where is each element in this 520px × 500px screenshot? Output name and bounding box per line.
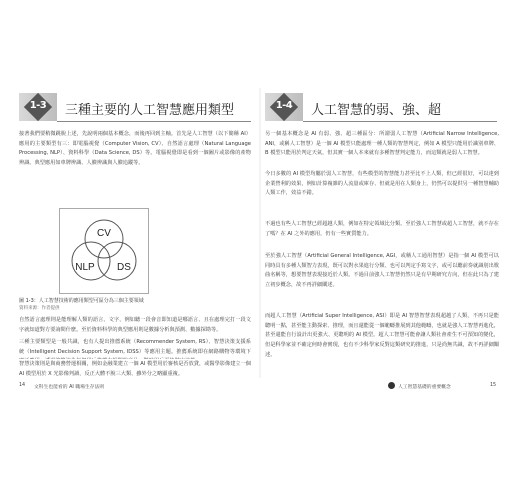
- figure-source: 資料來源：作者提供: [19, 306, 60, 311]
- heading-rule: [303, 121, 497, 122]
- paragraph: 而超人工智慧（Artificial Super Intelligence, ASI）即是 AI 智慧智慧表現超越了人類，不再只是能聰明一點，甚至能主動探索、推理，而且還能從一個範疇推展到其他範疇，也就是強人工智慧再進化，甚至還能自行設計出更強大、更聰明的 AI 模型。超人工智慧可能會讓人類社會產生不可預知的變化，但是科學家並不確定何時會實現，也有不少科學家反對這類研究的推進，只是尚無共識，故不再詳細闡述。: [265, 313, 499, 358]
- paragraph: 至於強人工智慧（Artificial General Intelligence, AGI，或稱人工通用智慧）是指一個 AI 模型可以同時具有多種人類智力表現，既可以對水果進行分類、也可以判定手寫文字，或可以聽前奏就識別出歌曲名稱等，想要智慧表現接近於人類。不過目前強人工智慧仍然只是有早期研究方向，但在此只為了建立初步概念，故不再詳細闡述。: [265, 253, 499, 289]
- page-number-right: 15: [490, 383, 497, 388]
- ds-circle: [98, 242, 136, 280]
- heading-rule: [57, 121, 251, 122]
- paragraph: 智慧決策則是與商務營運相關，例如金融業建立一個 AI 模型用於審核是否放貸，或醫學影像建立一個 AI 模型用於 X 光影像判讀，反正大體不脫三大類、雖外分之略顯重複。: [19, 361, 251, 377]
- section-number-badge: [265, 93, 303, 121]
- paragraph: 今日多數的 AI 模型均屬於弱人工智慧，有些模型的智慧能力甚至比不上人類，但已經很好，可以達到企業營利的效果，例如計算複雜的人流量或庫存、但就是用在人類身上，仍然可以提供另一種智慧輔助人類工作，效益不錯。: [265, 171, 499, 197]
- cv-circle: [85, 220, 123, 258]
- section-number: 1-3: [29, 100, 47, 111]
- paragraph: 自然語言處理則是能理解人類的語言、文字，例如聽一段會音即知道是哪語言、且在處理完打一段文字就知道對方要詢問什麼。至於資料科學的典型應用則是數據分析與預測、數據探勘等。: [19, 317, 251, 333]
- section-heading: [265, 93, 497, 123]
- section-title: 人工智慧的弱、強、超: [311, 103, 442, 118]
- paragraph: 不過也有些人工智慧已經超越人類，例如在特定領域比分類。至於強人工智慧或超人工智慧，就不存在了嗎？在 AI 之外的應用，仍有一些實質能力。: [265, 221, 499, 237]
- section-number-badge: [19, 93, 57, 121]
- chapter-icon: [388, 382, 395, 389]
- page-gutter: [259, 88, 261, 378]
- cv-label: CV: [97, 228, 111, 239]
- ds-label: DS: [117, 262, 131, 273]
- paragraph: 三種主要類型是一般共識，也有人提出推薦系統（Recommender System, RS）、智慧決策支援系統（Intelligent Decision Support System, IDSS）等應用主題。推薦系統即在網路購物等環境下: [19, 339, 251, 355]
- section-number: 1-4: [275, 100, 293, 111]
- nlp-label: NLP: [75, 262, 95, 273]
- venn-diagram: [60, 209, 148, 293]
- section-title: 三種主要的人工智慧應用類型: [65, 103, 235, 118]
- paragraph: 另一個基本概念是 AI 有弱、強、超三種區分：所謂弱人工智慧（Artificial Narrow Intelligence, ANI，或稱人工智慧）是一個 AI 模型只能處理一種人類的智慧判定，例如 A 模型只能用於識別車牌、B 模型只能用於判定天氣，但其實一個人本來就有多種智慧判定能力，而這類就是弱人工智慧。: [265, 131, 499, 157]
- left-page: [19, 88, 255, 378]
- venn-diagram-figure: [59, 208, 149, 294]
- figure-caption: 圖 1-3：人工智慧技術的應用類型可區分為三個主要領域: [19, 298, 144, 304]
- page-number-left: 14: [19, 383, 26, 388]
- running-footer-left: 文科生也能看的 AI 職場生存法則: [34, 385, 105, 390]
- right-page: [265, 88, 501, 378]
- book-spread: [19, 88, 501, 378]
- running-footer-right: 人工智慧基礎的重要概念: [398, 385, 451, 390]
- paragraph: 接著我們要稍微跳脫上述，先說明兩個基本概念，而後再回到主軸。首先是人工智慧（以下簡稱 AI）應用的主要類型有三：即電腦視覺（Computer Vision, CV）、自然語言處理（Natural Language Processing, NLP）、資料科學（Data Science, DS）等。電腦視覺即是看到一個圖片或影像的產物辨識、典型應用如車牌辨識、人臉辨識與人臉追蹤等。: [19, 131, 251, 167]
- nlp-circle: [72, 242, 110, 280]
- section-heading: [19, 93, 251, 123]
